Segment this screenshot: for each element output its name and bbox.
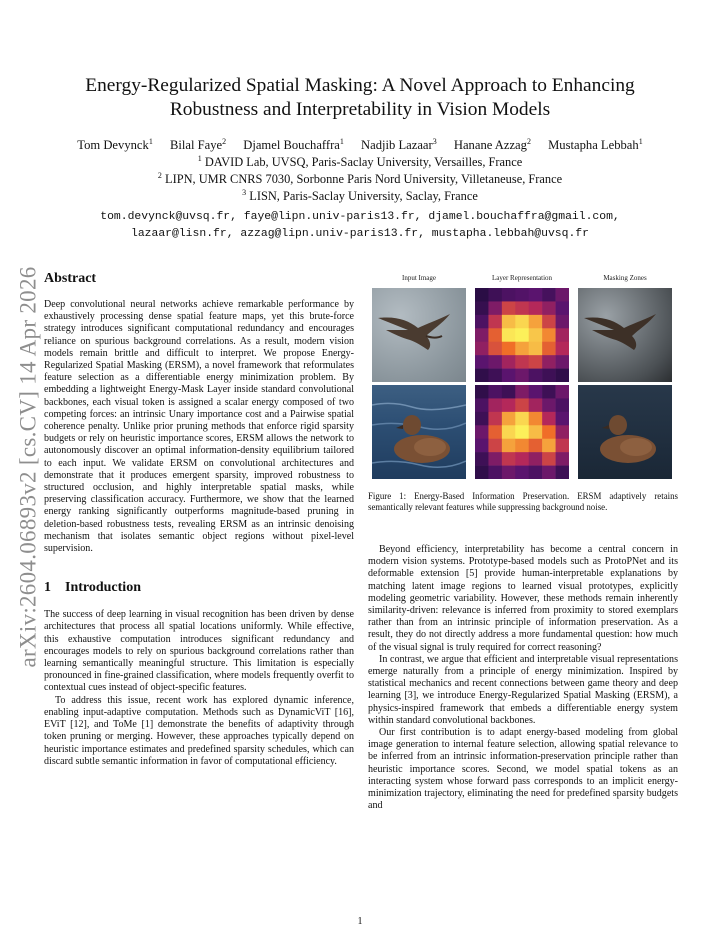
heatmap-cell: [529, 288, 543, 302]
heatmap-cell: [475, 369, 489, 382]
introduction-heading: 1 Introduction: [44, 580, 141, 596]
heatmap-cell: [488, 355, 502, 369]
heatmap-cell: [542, 385, 556, 399]
heatmap-cell: [475, 439, 489, 453]
heatmap-cell: [502, 385, 516, 399]
heatmap-cell: [515, 342, 529, 356]
energy-heatmap: [475, 288, 569, 382]
heatmap-cell: [475, 398, 489, 412]
author-list: [40, 137, 680, 153]
heatmap-cell: [529, 355, 543, 369]
heatmap-cell: [475, 301, 489, 315]
heatmap-cell: [529, 439, 543, 453]
heatmap-cell: [515, 425, 529, 439]
heatmap-cell: [556, 288, 569, 302]
title-line-1: Energy-Regularized Spatial Masking: A Novel Approach to Enhancing: [85, 75, 635, 96]
heatmap-cell: [488, 288, 502, 302]
email-line: lazaar@lisn.fr, azzag@lipn.univ-paris13.fr, mustapha.lebbah@uvsq.fr: [131, 228, 589, 240]
body-paragraph: In contrast, we argue that efficient and interpretable visual representations emerge naturally from a principle of energy minimization. Inspired by statistical mechanics and recent connections between game theory and deep learning [3], we introduce Energy-Regularized Spatial Masking (ERSM), a physics-inspired framework that embeds a differentiable energy system within standard convolutional backbones.: [368, 653, 678, 726]
heatmap-cell: [556, 301, 569, 315]
heatmap-cell: [542, 342, 556, 356]
heatmap-cell: [542, 315, 556, 329]
heatmap-cell: [502, 412, 516, 426]
affiliation: $^2$ LIPN, UMR CNRS 7030, Sorbonne Paris Nord University, Villetaneuse, France: [157, 170, 563, 186]
heatmap-cell: [556, 398, 569, 412]
heatmap-cell: [515, 439, 529, 453]
heatmap-cell: [556, 328, 569, 342]
body-paragraph: Our first contribution is to adapt energy-based modeling from global image generation to internal feature selection, allowing spatial relevance to be inferred from an intrinsic information-preservation principle rather than heuristic importance scores. Second, we model spatial tokens as an interacting system whose forward pass corresponds to an implicit energy-minimization trajectory, eliminating the need for predefined sparsity budgets and: [368, 727, 678, 812]
heatmap-cell: [515, 398, 529, 412]
heatmap-cell: [488, 398, 502, 412]
affiliations: [40, 154, 680, 205]
body-paragraph: Beyond efficiency, interpretability has become a central concern in modern vision systems. Prototype-based models such as ProtoPNet and its deformable extension [5] provide human-interpretable explanations by matching latent image regions to learned visual prototypes, explicitly modeling geometric variability. However, these methods remain inherently similarity-driven: relevance is inferred from proximity to stored exemplars rather than from an intrinsic principle of information preservation. As a result, they do not directly address a more fundamental question: how much of the visual signal is truly required for correct reasoning?: [368, 544, 678, 653]
heatmap-cell: [488, 425, 502, 439]
heatmap-cell: [556, 355, 569, 369]
author: Mustapha Lebbah$^1$: [548, 136, 643, 152]
heatmap-cell: [529, 328, 543, 342]
heatmap-cell: [542, 425, 556, 439]
heatmap-cell: [542, 355, 556, 369]
paper-title: [40, 74, 680, 122]
heatmap-cell: [529, 425, 543, 439]
abstract-text: Deep convolutional neural networks achieve remarkable performance by exhaustively processing dense spatial feature maps, yet this brute-force strategy introduces significant computational redundancy and encourages reliance on spurious background correlations. As a result, modern vision models remain brittle and difficult to interpret. We propose Energy-Regularized Spatial Masking (ERSM), a novel framework that reformulates feature selection as a differentiable energy minimization problem. By embedding a lightweight Energy-Mask Layer inside standard convolutional backbones, each visual token is assigned a scalar energy composed of two competing forces: an intrinsic Unary importance cost and a Pairwise spatial coherence penalty. Unlike prior pruning methods that enforce rigid sparsity budgets or rely on heuristic importance scores, ERSM allows the network to autonomously discover an optimal information-density equilibrium tailored to each input. We validate ERSM on convolutional architectures and demonstrate that it produces emergent sparsity, improved robustness to structured occlusion, and highly interpretable spatial masks, while preserving classification accuracy. Furthermore, we show that the learned energy ranking significantly outperforms magnitude-based pruning in deletion-based robustness tests, revealing ERSM as an intrinsic denoising mechanism that isolates semantic object regions without pixel-level supervision.: [44, 299, 354, 555]
heatmap-cell: [529, 412, 543, 426]
heatmap-cell: [475, 425, 489, 439]
author: Nadjib Lazaar$^3$: [361, 136, 437, 152]
heatmap-cell: [475, 452, 489, 466]
masked-bird-icon: [578, 288, 672, 382]
heatmap-cell: [515, 452, 529, 466]
email-line: tom.devynck@uvsq.fr, faye@lipn.univ-paris13.fr, djamel.bouchaffra@gmail.com,: [100, 211, 620, 223]
heatmap-cell: [542, 452, 556, 466]
heatmap-cell: [556, 342, 569, 356]
affiliation: $^1$ DAVID Lab, UVSQ, Paris-Saclay University, Versailles, France: [197, 153, 523, 169]
heatmap-cell: [556, 315, 569, 329]
heatmap-cell: [556, 385, 569, 399]
heatmap-cell: [475, 328, 489, 342]
heatmap-cell: [475, 288, 489, 302]
right-column: [368, 544, 678, 812]
heatmap-cell: [488, 315, 502, 329]
heatmap-cell: [488, 466, 502, 479]
heatmap-cell: [529, 466, 543, 479]
heatmap-cell: [542, 412, 556, 426]
heatmap-cell: [542, 439, 556, 453]
heatmap-cell: [556, 425, 569, 439]
heatmap-cell: [542, 369, 556, 382]
heatmap-cell: [502, 301, 516, 315]
input-image-duck: [372, 385, 466, 479]
figure-label-input: Input Image: [401, 274, 436, 282]
heatmap-cell: [529, 369, 543, 382]
heatmap-cell: [488, 328, 502, 342]
title-line-2: Robustness and Interpretability in Vision Models: [169, 99, 551, 120]
heatmap-cell: [515, 288, 529, 302]
input-image-albatross: [372, 288, 466, 382]
heatmap-cell: [502, 328, 516, 342]
heatmap-cell: [556, 439, 569, 453]
heatmap-cell: [556, 452, 569, 466]
heatmap-cell: [542, 398, 556, 412]
heatmap-cell: [515, 412, 529, 426]
masking-zones-bottom: [578, 385, 672, 479]
page-number: 1: [357, 916, 363, 927]
heatmap-cell: [502, 466, 516, 479]
intro-paragraph: The success of deep learning in visual recognition has been driven by dense architectures that process all spatial locations uniformly. While effective, this exhaustive computation introduces significant redundancy and encourages models to rely on spurious background correlations rather than learning semantically meaningful structure. This limitation is especially pronounced in fine-grained classification, where models frequently overfit to contextual cues instead of object-specific features.: [44, 609, 354, 694]
heatmap-cell: [502, 425, 516, 439]
heatmap-cell: [502, 355, 516, 369]
heatmap-cell: [488, 412, 502, 426]
heatmap-cell: [502, 315, 516, 329]
heatmap-cell: [502, 342, 516, 356]
heatmap-cell: [475, 342, 489, 356]
intro-paragraph: To address this issue, recent work has explored dynamic inference, enabling input-adaptive computation. Methods such as DynamicViT [16], EViT [12], and ToMe [1] demonstrate the benefits of adaptivity through token pruning or merging. However, these approaches typically depend on heuristic importance estimates and predefined sparsity schedules, which can discard subtle semantic information in favor of computational efficiency.: [44, 694, 354, 767]
energy-heatmap: [475, 385, 569, 479]
heatmap-cell: [515, 301, 529, 315]
heatmap-cell: [529, 301, 543, 315]
author: Tom Devynck$^1$: [77, 136, 153, 152]
heatmap-cell: [556, 412, 569, 426]
bird-icon: [372, 288, 466, 382]
heatmap-cell: [515, 385, 529, 399]
heatmap-cell: [488, 439, 502, 453]
figure-1: [372, 274, 672, 484]
heatmap-cell: [542, 288, 556, 302]
heatmap-cell: [502, 288, 516, 302]
heatmap-cell: [488, 452, 502, 466]
heatmap-cell: [515, 466, 529, 479]
heatmap-cell: [529, 385, 543, 399]
heatmap-cell: [529, 342, 543, 356]
heatmap-cell: [502, 369, 516, 382]
heatmap-cell: [542, 301, 556, 315]
heatmap-cell: [488, 369, 502, 382]
heatmap-cell: [529, 452, 543, 466]
heatmap-cell: [475, 466, 489, 479]
masked-duck-icon: [578, 385, 672, 479]
figure-caption: Figure 1: Energy-Based Information Preservation. ERSM adaptively retains semantically relevant features while suppressing background noise.: [368, 491, 678, 513]
layer-representation-heatmap-bottom: [475, 385, 569, 479]
author: Bilal Faye$^2$: [169, 136, 227, 152]
heatmap-cell: [529, 315, 543, 329]
heatmap-cell: [475, 385, 489, 399]
heatmap-cell: [515, 328, 529, 342]
heatmap-cell: [515, 355, 529, 369]
heatmap-cell: [515, 369, 529, 382]
duck-icon: [372, 385, 466, 479]
heatmap-cell: [556, 466, 569, 479]
author-emails: [40, 209, 680, 243]
heatmap-cell: [475, 355, 489, 369]
heatmap-cell: [502, 439, 516, 453]
heatmap-cell: [488, 385, 502, 399]
affiliation: $^3$ LISN, Paris-Saclay University, Saclay, France: [242, 187, 478, 203]
masking-zones-top: [578, 288, 672, 382]
heatmap-cell: [529, 398, 543, 412]
author: Djamel Bouchaffra$^1$: [243, 136, 344, 152]
figure-label-layer: Layer Representation: [491, 274, 553, 282]
figure-label-mask: Masking Zones: [603, 274, 647, 282]
heatmap-cell: [502, 452, 516, 466]
heatmap-cell: [515, 315, 529, 329]
heatmap-cell: [556, 369, 569, 382]
heatmap-cell: [488, 301, 502, 315]
author: Hanane Azzag$^2$: [453, 136, 531, 152]
heatmap-cell: [502, 398, 516, 412]
heatmap-cell: [542, 328, 556, 342]
heatmap-cell: [475, 315, 489, 329]
heatmap-cell: [542, 466, 556, 479]
heatmap-cell: [488, 342, 502, 356]
heatmap-cell: [475, 412, 489, 426]
arxiv-identifier: arXiv:2604.06893v2 [cs.CV] 14 Apr 2026: [16, 266, 41, 668]
layer-representation-heatmap-top: [475, 288, 569, 382]
left-column: [44, 270, 354, 768]
abstract-heading: Abstract: [44, 271, 97, 286]
